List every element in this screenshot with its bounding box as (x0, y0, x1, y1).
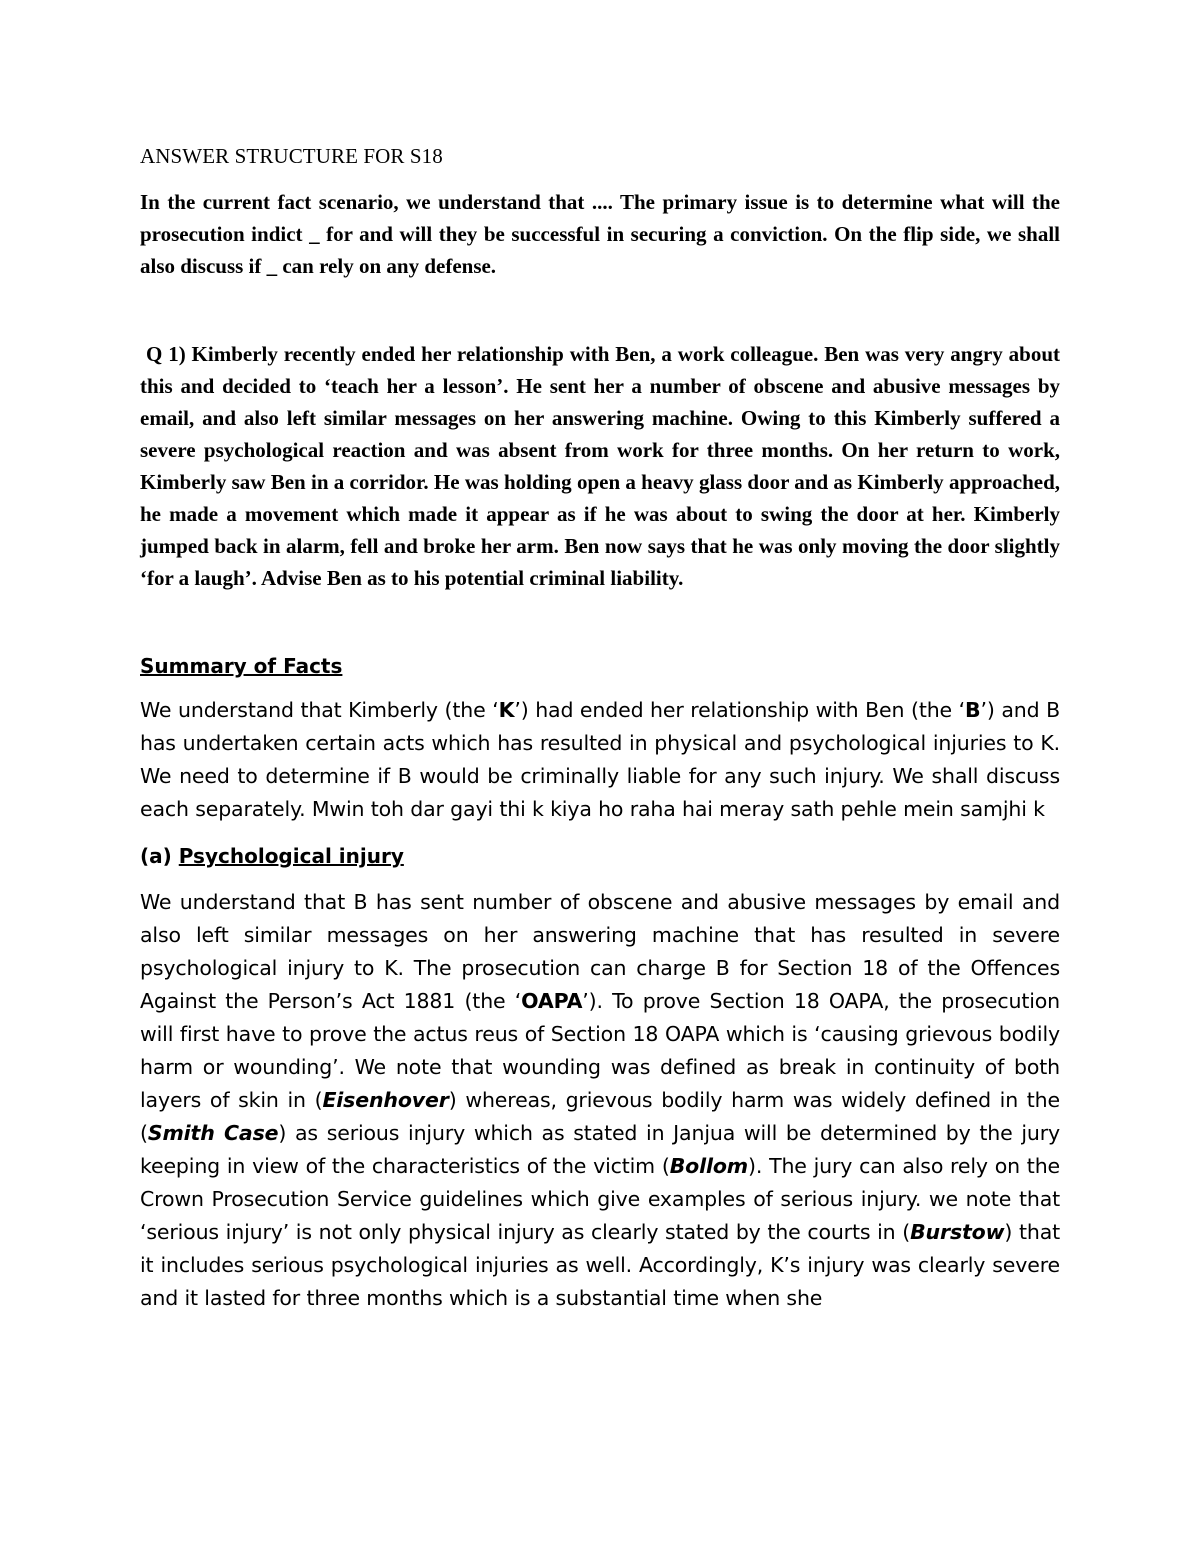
document-title: ANSWER STRUCTURE FOR S18 (140, 144, 443, 168)
document-page (140, 140, 1060, 1329)
section-a-heading (140, 840, 1060, 872)
summary-heading: Summary of Facts (140, 654, 343, 678)
section-a-title: Psychological injury (178, 844, 404, 868)
intro-paragraph: In the current fact scenario, we understand that .... The primary issue is to determine what will the prosecution indict _ for and will they be successful in securing a conviction. On the flip side, we shall also discuss if _ can rely on any defense. (140, 190, 1060, 278)
case-eisenhover: Eisenhover (322, 1088, 449, 1112)
summary-paragraph: We understand that Kimberly (the ‘K’) had ended her relationship with Ben (the ‘B’) and B has undertaken certain acts which has resulted in physical and psychological injuries to K. We need to determine if B would be criminally liable for any such injury. We shall discuss each separately. Mwin toh dar gayi thi k kiya ho raha hai meray sath pehle mein samjhi k (140, 698, 1061, 821)
question-paragraph: Q 1) Kimberly recently ended her relationship with Ben, a work colleague. Ben was very angry about this and decided to ‘teach her a lesson’. He sent her a number of obscene and abusive messages by email, and also left similar messages on her answering machine. Owing to this Kimberly suffered a severe psychological reaction and was absent from work for three months. On her return to work, Kimberly saw Ben in a corridor. He was holding open a heavy glass door and as Kimberly approached, he made a movement which made it appear as if he was about to swing the door at her. Kimberly jumped back in alarm, fell and broke her arm. Ben now says that he was only moving the door slightly ‘for a laugh’. Advise Ben as to his potential criminal liability. (140, 342, 1060, 590)
case-burstow: Burstow (910, 1220, 1005, 1244)
section-a-paragraph: We understand that B has sent number of obscene and abusive messages by email and also left similar messages on her answering machine that has resulted in severe psychological injury to K. The prosecution can charge B for Section 18 of the Offences Against the Person’s Act 1881 (the ‘OAPA’). To prove Section 18 OAPA, the prosecution will first have to prove the actus reus of Section 18 OAPA which is ‘causing grievous bodily harm or wounding’. We note that wounding was defined as break in continuity of both layers of skin in (Eisenhover) whereas, grievous bodily harm was widely defined in the (Smith Case) as serious injury which as stated in Janjua will be determined by the jury keeping in view of the characteristics of the victim (Bollom). The jury can also rely on the Crown Prosecution Service guidelines which give examples of serious injury. we note that ‘serious injury’ is not only physical injury as clearly stated by the courts in (Burstow) that it includes serious psychological injuries as well. Accordingly, K’s injury was clearly severe and it lasted for three months which is a substantial time when she (140, 890, 1060, 1310)
case-bollom: Bollom (669, 1154, 749, 1178)
section-a-marker: (a) (140, 844, 172, 868)
case-smith: Smith Case (147, 1121, 279, 1145)
abbrev-k: K (498, 698, 515, 722)
abbrev-oapa: OAPA (521, 989, 583, 1013)
abbrev-b: B (965, 698, 981, 722)
